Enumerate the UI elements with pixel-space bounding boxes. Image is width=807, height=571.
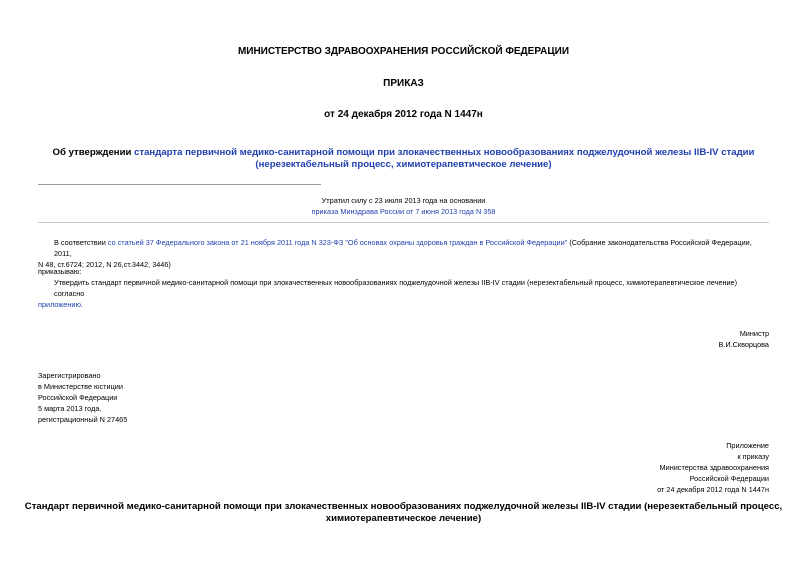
appendix-line-4: Российской Федерации (689, 474, 769, 483)
appendix-line-5: от 24 декабря 2012 года N 1447н (657, 485, 769, 494)
order-section (38, 266, 769, 310)
title-link-standard[interactable]: стандарта первичной медико-санитарной помощи при злокачественных новообразованиях поджелудочной железы IIB-IV стадии (134, 147, 755, 158)
divider-long (38, 222, 769, 223)
doc-type-heading: ПРИКАЗ (383, 78, 424, 89)
status-link-order[interactable]: приказа Минздрава России от 7 июня 2013 года N 358 (311, 207, 496, 216)
standard-title-line-1: Стандарт первичной медико-санитарной помощи при злокачественных новообразованиях поджелудочной железы IIB-IV стадии (нерезектабельный процесс, (24, 501, 783, 512)
preamble-source: (Собрание законодательства Российской Федерации, 2011, (54, 238, 752, 258)
registration-line-2: в Министерстве юстиции (38, 382, 123, 391)
status-line: Утратил силу с 23 июля 2013 года на основании (321, 196, 486, 205)
registration-line-3: Российской Федерации (38, 393, 118, 402)
order-appendix-link[interactable]: приложению (38, 300, 81, 309)
registration-block (38, 370, 238, 425)
standard-title (0, 501, 807, 525)
ministry-heading: МИНИСТЕРСТВО ЗДРАВООХРАНЕНИЯ РОССИЙСКОЙ ФЕДЕРАЦИИ (237, 46, 570, 57)
title-link-standard-cont[interactable]: (нерезектабельный процесс, химиотерапевтическое лечение) (255, 159, 552, 170)
order-text: Утвердить стандарт первичной медико-санитарной помощи при злокачественных новообразованиях поджелудочной железы IIB-IV стадии (нерезектабельный процесс, химиотерапевтическое лечение) согласно (54, 278, 738, 298)
preamble-text: В соответствии (54, 238, 108, 247)
divider-short (38, 184, 321, 185)
document-title (0, 147, 807, 171)
registration-line-4: 5 марта 2013 года, (38, 404, 102, 413)
signature-block (569, 328, 769, 350)
title-prefix: Об утверждении (52, 147, 135, 158)
standard-title-line-2: химиотерапевтическое лечение) (325, 513, 482, 524)
appendix-line-1: Приложение (726, 441, 769, 450)
date-number-heading: от 24 декабря 2012 года N 1447н (324, 109, 483, 120)
preamble-law-link[interactable]: со статьей 37 Федерального закона от 21 ноября 2011 года N 323-ФЗ "Об основах охраны здоровья граждан в Российской Федерации" (107, 238, 568, 247)
signature-name: В.И.Скворцова (718, 340, 769, 349)
order-end: . (80, 300, 83, 309)
preamble-source-cont: N 48, ст.6724; 2012, N 26,ст.3442, 3446) (38, 260, 171, 269)
registration-line-5: регистрационный N 27465 (38, 415, 128, 424)
order-label: приказываю: (38, 267, 82, 276)
appendix-line-3: Министерства здравоохранения (659, 463, 769, 472)
appendix-line-2: к приказу (737, 452, 769, 461)
appendix-block (519, 440, 769, 495)
status-note (0, 195, 807, 217)
signature-position: Министр (739, 329, 769, 338)
registration-line-1: Зарегистрировано (38, 371, 101, 380)
